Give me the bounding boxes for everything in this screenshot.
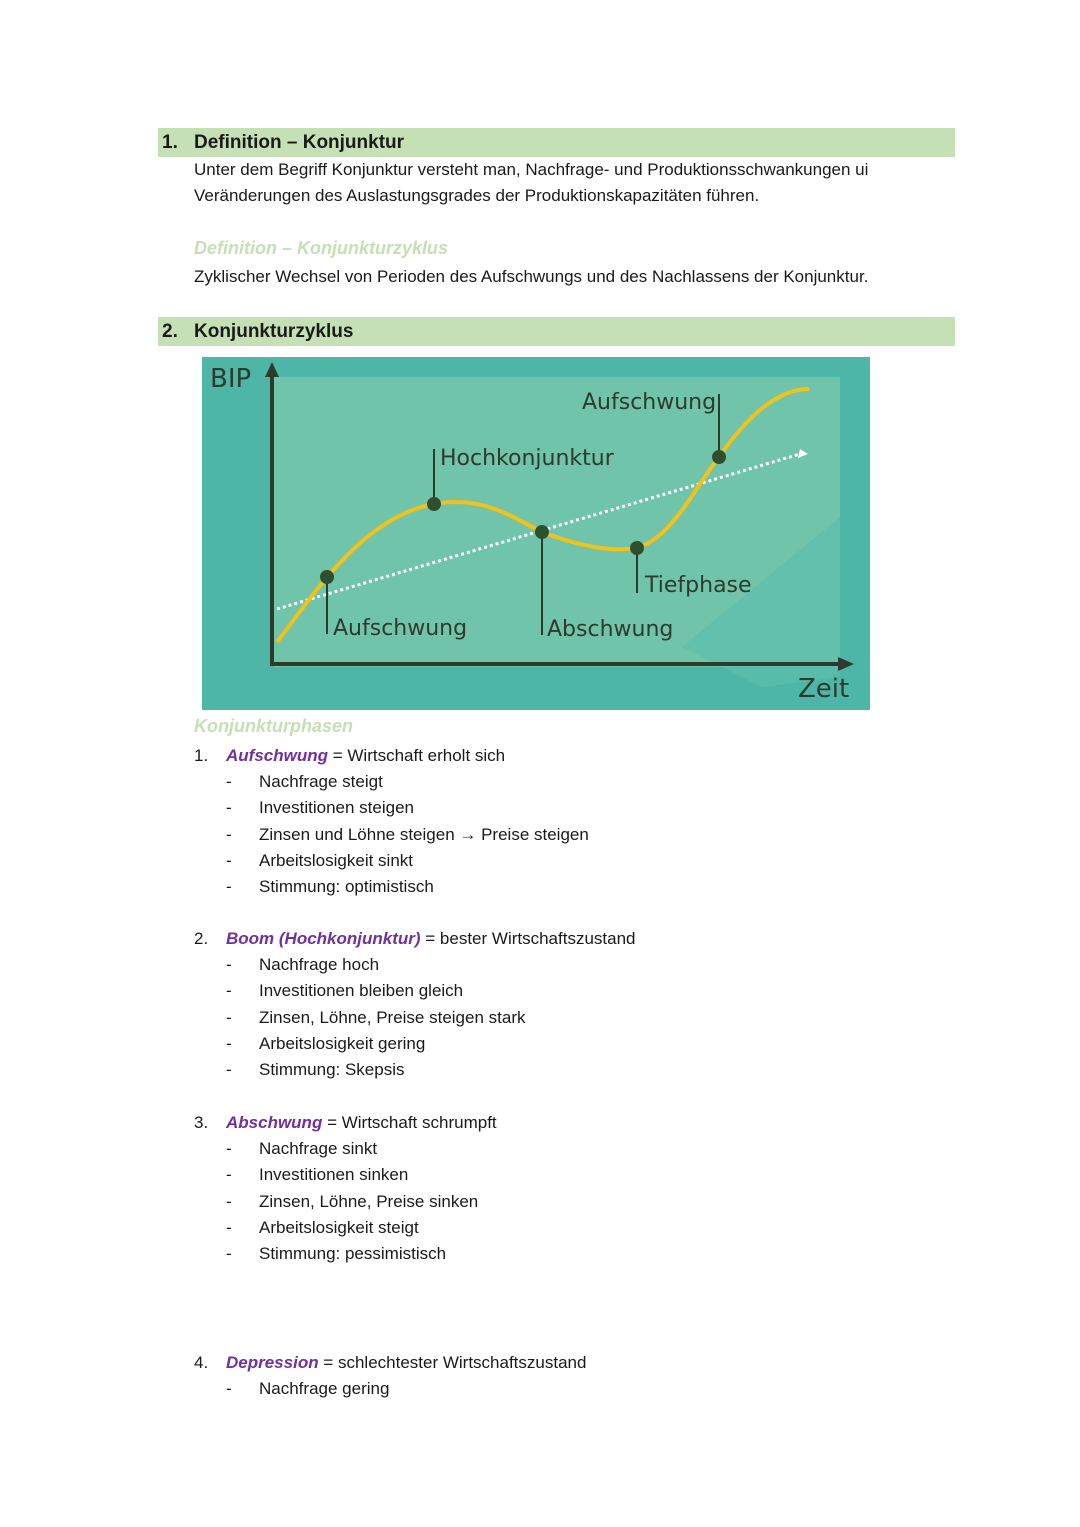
bullet-dash: - [226, 824, 232, 844]
bullet-dash: - [226, 1033, 232, 1053]
phase-desc: = bester Wirtschaftszustand [420, 929, 636, 948]
phase-desc: = Wirtschaft schrumpft [322, 1113, 497, 1132]
phase-number: 2. [194, 929, 209, 948]
bullet-text: Nachfrage gering [259, 1379, 390, 1398]
phase-name: Aufschwung [226, 746, 328, 765]
list-item [194, 1031, 894, 1057]
bullet-dash: - [226, 1379, 232, 1398]
phase-number: 4. [194, 1353, 209, 1372]
bullet-dash: - [226, 955, 232, 974]
bullet-dash: - [226, 877, 232, 897]
label-aufschwung-bottom: Aufschwung [333, 616, 468, 641]
phase-title [194, 1110, 894, 1136]
list-item [194, 1376, 894, 1402]
phase-depression [194, 1350, 894, 1402]
bullet-text: Zinsen und Löhne steigen → Preise steigen [259, 824, 589, 844]
phase-name: Abschwung [226, 1113, 323, 1132]
bullet-dash: - [226, 1217, 232, 1237]
bullet-dash: - [226, 1244, 232, 1264]
bullet-text: Zinsen, Löhne, Preise steigen stark [259, 1007, 526, 1027]
definition-line-1: Unter dem Begriff Konjunktur versteht man, Nachfrage- und Produktionsschwankungen ui [194, 160, 869, 179]
y-axis-label: BIP [210, 364, 252, 394]
section-number: 2. [162, 321, 178, 342]
label-aufschwung-top: Aufschwung [582, 390, 717, 415]
section-header-zyklus [158, 317, 955, 346]
marker-dot-abschwung [535, 525, 549, 539]
list-item [194, 1136, 894, 1162]
bullet-text: Nachfrage hoch [259, 955, 380, 974]
bullet-text: Investitionen steigen [259, 798, 414, 818]
bullet-text: Nachfrage sinkt [259, 1139, 378, 1158]
phase-title [194, 1350, 894, 1376]
definition-line-2: Veränderungen des Auslastungsgrades der Produktionskapazitäten führen. [194, 186, 760, 205]
bullet-dash: - [226, 1139, 232, 1158]
section-title: Definition – Konjunktur [194, 132, 405, 153]
list-item [194, 769, 894, 795]
bullet-dash: - [226, 798, 232, 818]
phase-title [194, 743, 894, 769]
marker-dot-aufschwung-1 [320, 570, 334, 584]
list-item [194, 1215, 894, 1241]
list-item [194, 822, 894, 848]
phase-name: Boom (Hochkonjunktur) [226, 929, 421, 948]
marker-dot-hochkonjunktur [427, 497, 441, 511]
label-tiefphase: Tiefphase [645, 573, 752, 598]
bullet-dash: - [226, 981, 232, 1001]
bullet-text: Stimmung: pessimistisch [259, 1244, 447, 1264]
bullet-text: Zinsen, Löhne, Preise sinken [259, 1191, 479, 1211]
phase-abschwung [194, 1110, 894, 1267]
list-item [194, 795, 894, 821]
section-title: Konjunkturzyklus [194, 321, 354, 342]
bullet-text: Investitionen bleiben gleich [259, 981, 464, 1001]
definition-paragraph [194, 157, 944, 209]
list-item [194, 1162, 894, 1188]
zyklus-paragraph: Zyklischer Wechsel von Perioden des Aufschwungs und des Nachlassens der Konjunktur. [194, 267, 869, 286]
list-item [194, 1005, 894, 1031]
list-item [194, 874, 894, 900]
list-item [194, 952, 894, 978]
marker-dot-aufschwung-2 [712, 450, 726, 464]
phase-number: 3. [194, 1113, 209, 1132]
x-axis-label: Zeit [798, 674, 850, 704]
bullet-text: Arbeitslosigkeit steigt [259, 1217, 419, 1237]
label-hochkonjunktur: Hochkonjunktur [440, 446, 614, 471]
bullet-text: Arbeitslosigkeit gering [259, 1033, 426, 1053]
bullet-text: Investitionen sinken [259, 1165, 409, 1185]
phase-title [194, 926, 894, 952]
phase-name: Depression [226, 1353, 319, 1372]
bullet-dash: - [226, 850, 232, 870]
bullet-dash: - [226, 1191, 232, 1211]
phase-boom [194, 926, 894, 1083]
phase-desc: = schlechtester Wirtschaftszustand [318, 1353, 587, 1372]
zyklus-heading: Definition – Konjunkturzyklus [194, 238, 449, 258]
label-abschwung: Abschwung [547, 617, 674, 642]
list-item [194, 848, 894, 874]
list-item [194, 1057, 894, 1083]
phase-aufschwung [194, 743, 894, 900]
list-item [194, 1189, 894, 1215]
marker-dot-tiefphase [630, 541, 644, 555]
phase-desc: = Wirtschaft erholt sich [328, 746, 506, 765]
list-item [194, 978, 894, 1004]
bullet-text: Stimmung: optimistisch [259, 877, 434, 897]
bullet-text: Nachfrage steigt [259, 772, 383, 791]
section-header-definition [158, 128, 955, 157]
bullet-dash: - [226, 1165, 232, 1185]
bullet-text: Arbeitslosigkeit sinkt [259, 850, 414, 870]
list-item [194, 1241, 894, 1267]
bullet-dash: - [226, 772, 232, 791]
phase-number: 1. [194, 746, 209, 765]
phases-heading: Konjunkturphasen [194, 716, 354, 736]
bullet-dash: - [226, 1007, 232, 1027]
bullet-dash: - [226, 1060, 232, 1080]
section-number: 1. [162, 132, 178, 153]
bullet-text: Stimmung: Skepsis [259, 1060, 405, 1080]
konjunkturzyklus-diagram [202, 357, 870, 710]
